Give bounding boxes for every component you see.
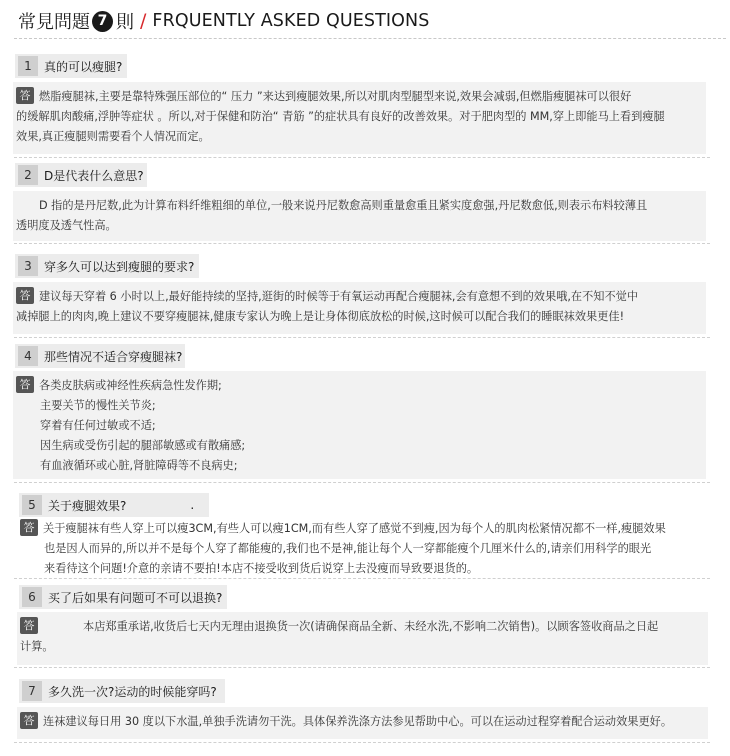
answer-badge-icon: 答 [16, 87, 34, 104]
faq-divider [14, 243, 710, 244]
answer-badge-icon: 答 [20, 712, 38, 729]
answer-badge-icon: 答 [16, 196, 34, 213]
faq-answer-5 [17, 519, 730, 575]
question-text: 真的可以瘦腿? [44, 59, 123, 74]
faq-answer-7 [17, 707, 708, 739]
faq-question-4 [15, 344, 185, 368]
answer-badge-icon: 答 [16, 376, 34, 393]
faq-divider [14, 337, 710, 338]
answer-line: 连袜建议每日用 30 度以下水温,单独手洗请勿干洗。具体保养洗涤方法参见帮助中心。可以在运动过程穿着配合运动效果更好。 [43, 715, 673, 728]
title-slash: / [140, 10, 147, 32]
answer-line: 各类皮肤病或神经性疾病急性发作期; [39, 379, 222, 392]
answer-line: 也是因人而异的,所以并不是每个人穿了都能瘦的,我们也不是神,能让每个人一穿都能瘦个几厘米什么的,请亲们用科学的眼光 [44, 542, 652, 555]
answer-line: 减掉腿上的肉肉,晚上建议不要穿瘦腿袜,健康专家认为晚上是让身体彻底放松的时候,这时候可以配合我们的睡眠袜效果更佳! [16, 310, 625, 323]
faq-question-6 [19, 585, 227, 609]
question-number: 7 [22, 681, 42, 701]
faq-answer-2 [13, 191, 706, 241]
answer-line: 因生病或受伤引起的腿部敏感或有散痛感; [40, 439, 246, 452]
answer-line: 建议每天穿着 6 小时以上,最好能持续的坚持,逛街的时候等于有氧运动再配合瘦腿袜,会有意想不到的效果哦,在不知不觉中 [39, 290, 639, 303]
question-number: 1 [18, 56, 38, 76]
question-text: 穿多久可以达到瘦腿的要求? [44, 259, 195, 274]
header-divider [14, 38, 726, 39]
title-cn-suffix: 則 [116, 12, 134, 33]
answer-line: 关于瘦腿袜有些人穿上可以瘦3CM,有些人可以瘦1CM,而有些人穿了感觉不到瘦,因为每个人的肌肉松紧情况都不一样,瘦腿效果 [43, 522, 666, 535]
title-count-badge: 7 [92, 11, 113, 32]
question-text: 那些情况不适合穿瘦腿袜? [44, 349, 183, 364]
answer-line: D 指的是丹尼数,此为计算布料纤维粗细的单位,一般来说丹尼数愈高则重量愈重且紧实度愈强,丹尼数愈低,则表示布料较薄且 [39, 199, 648, 212]
question-text: 多久洗一次?运动的时候能穿吗? [48, 684, 217, 699]
question-text: 关于瘦腿效果? [48, 498, 127, 513]
faq-question-7 [19, 679, 225, 703]
faq-answer-1 [13, 82, 706, 154]
faq-question-1 [15, 54, 127, 78]
answer-line: 本店郑重承诺,收货后七天内无理由退换货一次(请确保商品全新、未经水洗,不影响二次销售)。以顾客签收商品之日起 [83, 620, 659, 633]
title-en: FRQUENTLY ASKED QUESTIONS [152, 11, 430, 31]
answer-line: 透明度及透气性高。 [16, 219, 117, 232]
answer-line: 主要关节的慢性关节炎; [40, 399, 156, 412]
question-number: 6 [22, 587, 42, 607]
question-text: D是代表什么意思? [44, 168, 144, 183]
faq-question-3 [15, 254, 199, 278]
faq-answer-3 [13, 282, 706, 334]
answer-line: 燃脂瘦腿袜,主要是靠特殊强压部位的“ 压力 ”来达到瘦腿效果,所以对肌肉型腿型来说,效果会减弱,但燃脂瘦腿袜可以很好 [39, 90, 632, 103]
question-number: 4 [18, 346, 38, 366]
faq-divider [14, 578, 710, 579]
faq-divider [14, 742, 710, 743]
answer-line: 的缓解肌肉酸痛,浮肿等症状 。所以,对于保健和防治“ 青筋 ”的症状具有良好的改善效果。对于肥肉型的 MM,穿上即能马上看到瘦腿 [16, 110, 665, 123]
faq-divider [14, 667, 710, 668]
answer-badge-icon: 答 [20, 617, 38, 634]
title-cn-prefix: 常見問題 [18, 12, 90, 33]
faq-question-2 [15, 163, 147, 187]
answer-badge-icon: 答 [16, 287, 34, 304]
faq-answer-6 [17, 612, 708, 665]
answer-line: 穿着有任何过敏或不适; [40, 419, 156, 432]
answer-line: 计算。 [20, 640, 54, 653]
question-number: 5 [22, 495, 42, 515]
faq-divider [14, 482, 710, 483]
question-number: 2 [18, 165, 38, 185]
answer-line: 效果,真正瘦腿则需要看个人情况而定。 [16, 130, 210, 143]
answer-badge-icon: 答 [20, 519, 38, 536]
page-header [18, 9, 429, 33]
question-text: 买了后如果有问题可不可以退换? [48, 590, 223, 605]
question-number: 3 [18, 256, 38, 276]
faq-answer-4 [13, 371, 706, 479]
faq-divider [14, 157, 710, 158]
answer-line: 有血液循环或心脏,肾脏障碍等不良病史; [40, 459, 238, 472]
faq-question-5 [19, 493, 209, 517]
question-trailing-mark: . [190, 498, 195, 512]
answer-line: 来看待这个问题!介意的亲请不要拍!本店不接受收到货后说穿上去没瘦而导致要退货的。 [44, 562, 479, 575]
